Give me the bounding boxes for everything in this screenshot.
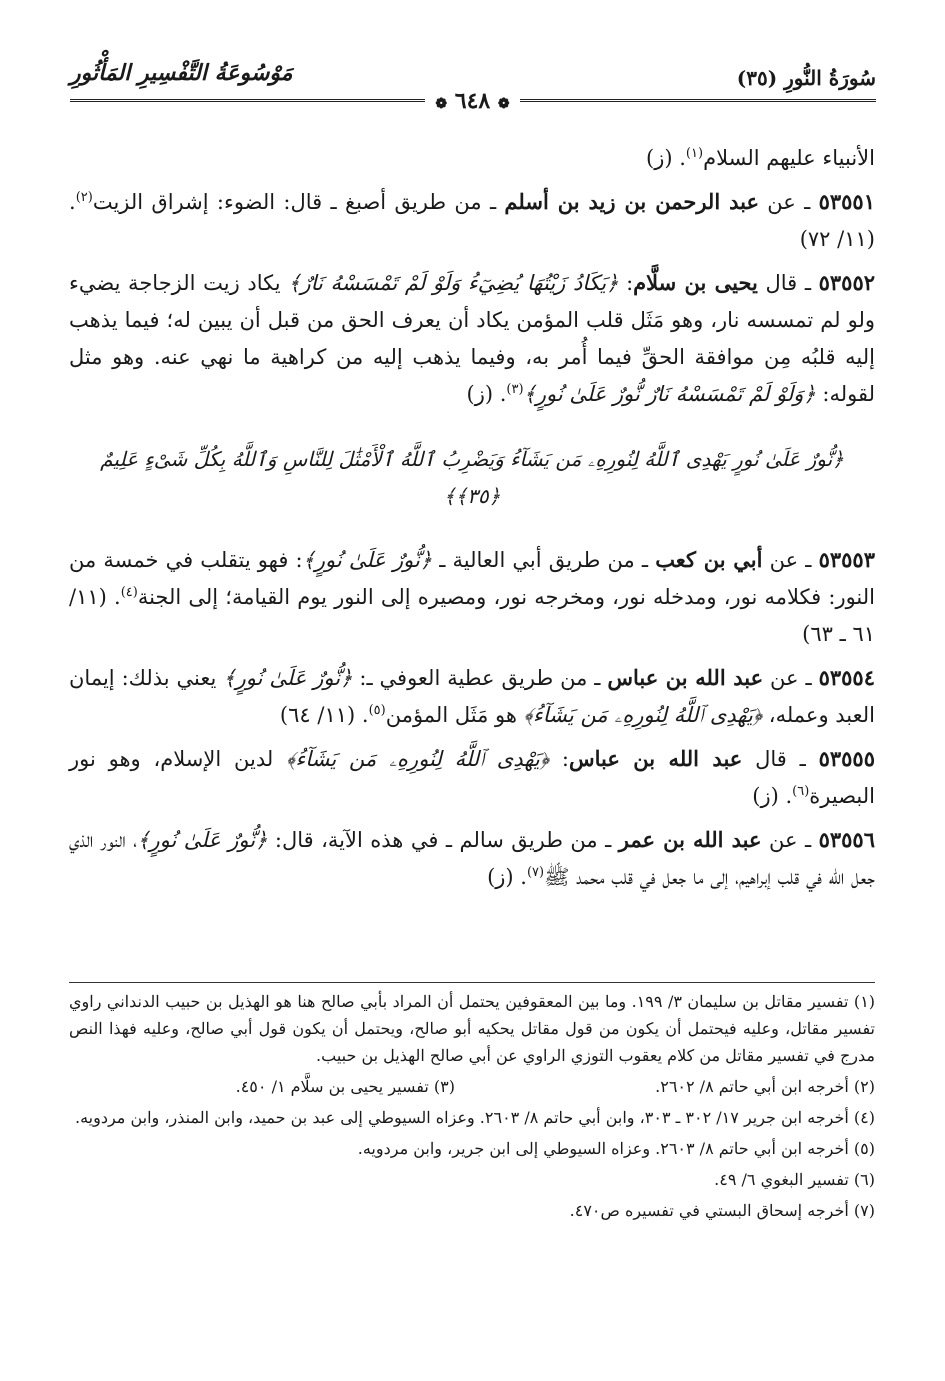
quran-quote: ﴿نُّورٌ عَلَىٰ نُورٍ﴾ (137, 828, 268, 852)
volume-reference: . (١١/ ٧٢) (69, 190, 875, 251)
ornament-icon: ❁ (497, 96, 510, 112)
footnote-ref: (٥) (368, 703, 386, 718)
text: هو مَثَل المؤمن (385, 703, 524, 727)
text: ـ قال (757, 271, 819, 295)
narration-53551 (69, 183, 875, 258)
quran-quote: ﴿نُّورٌ عَلَىٰ نُورٍ﴾ (302, 548, 433, 572)
narrator-name: أبي بن كعب (655, 547, 763, 572)
footnote-ref: (٦) (792, 784, 810, 799)
volume-reference: . (١١/ ٦٤) (279, 703, 369, 727)
text: ـ عن (762, 548, 819, 572)
text: ـ عن (763, 666, 819, 690)
narration-number: ٥٣٥٥٦ (818, 827, 875, 852)
quran-quote: ﴿يَكَادُ زَيْتُهَا يُضِيٓءُ وَلَوْ لَمْ تَمْسَسْهُ نَارٌ﴾ (288, 271, 619, 295)
narration-number: ٥٣٥٥٥ (818, 746, 875, 771)
text: : (549, 747, 569, 771)
text: يكاد زيت الزجاجة يضيء ولو لم تمسسه نار، وهو مَثَل قلب المؤمن يكاد أن يعرف الحق من قبل أن يبين له؛ فيما يذهب إليه قلبُه مِن موافقة الحقِّ فيما أُمر به، وفيما يذهب إليه من كراهية ما نهي عنه. وهو مثل لقوله: (69, 271, 875, 406)
surah-title: سُورَةُ النُّورِ (٣٥) (736, 66, 876, 90)
quran-quote: ﴿وَلَوْ لَمْ تَمْسَسْهُ نَارٌ نُّورٌ عَلَىٰ نُورٍ﴾ (523, 382, 816, 406)
book-title: مَوْسُوعَةُ التَّفْسِيرِ المَأْثُورِ (70, 60, 293, 86)
source-mark: . (ز) (466, 382, 507, 406)
narrator-name: يحيى بن سلَّام (633, 270, 758, 295)
text: لدين الإسلام، وهو نور البصيرة (69, 747, 875, 808)
narration-53555 (69, 740, 875, 815)
footnote-row (69, 1073, 875, 1100)
text: ـ قال (742, 747, 819, 771)
footnote-ref: (١) (685, 146, 704, 161)
footnote-6: (٦) تفسير البغوي ٦/ ٤٩. (714, 1170, 875, 1189)
footnote-2: (٢) أخرجه ابن أبي حاتم ٨/ ٢٦٠٢. (655, 1077, 875, 1096)
text: الأنبياء عليهم السلام (703, 146, 875, 170)
source-mark: . (ز) (487, 865, 527, 889)
footnote-5: (٥) أخرجه ابن أبي حاتم ٨/ ٢٦٠٣. وعزاه السيوطي إلى ابن جرير، وابن مردويه. (357, 1139, 875, 1158)
footnote-1: (١) تفسير مقاتل بن سليمان ٣/ ١٩٩. وما بين المعقوفين يحتمل أن المراد بأبي صالح هنا هو الهذيل بن حبيب الدنداني راوي تفسير مقاتل، وعليه فيحتمل أن يكون من قول مقاتل يحكيه أبو صالح، ويحتمل أن يكون قول أبي صالح، وعليه فهذا النص مدرج في تفسير مقاتل من كلام يعقوب التوزي الراوي عن أبي صالح الهذيل بن حبيب. (69, 992, 876, 1065)
narration-53556 (69, 821, 875, 896)
text: ـ عن (761, 828, 819, 852)
text: ـ من طريق أصبغ ـ قال: الضوء: إشراق الزيت (92, 190, 505, 214)
footnote-ref: (٧) (526, 865, 545, 880)
page-number: ٦٤٨ (454, 88, 491, 114)
source-mark: . (ز) (646, 146, 686, 170)
page-number-block (0, 88, 945, 114)
narration-number: ٥٣٥٥٣ (818, 547, 875, 572)
text: ـ من طريق عطية العوفي ـ: (352, 666, 608, 690)
main-text (69, 140, 875, 902)
narrator-name: عبد الرحمن بن زيد بن أسلم (504, 189, 759, 214)
narration-number: ٥٣٥٥١ (818, 189, 875, 214)
narration-number: ٥٣٥٥٢ (818, 270, 876, 295)
footnote-ref: (٤) (120, 585, 138, 600)
quran-quote: ﴿يَهْدِى ٱللَّهُ لِنُورِهِۦ مَن يَشَآءُ﴾ (286, 747, 550, 771)
narrator-name: عبد الله بن عباس (607, 665, 764, 690)
footnote-3: (٣) تفسير يحيى بن سلَّام ١/ ٤٥٠. (235, 1077, 455, 1096)
narration-number: ٥٣٥٥٤ (818, 665, 875, 690)
footnote-7: (٧) أخرجه إسحاق البستي في تفسيره ص٤٧٠. (569, 1201, 875, 1220)
text: يعني بذلك: إيمان العبد وعمله، (69, 666, 875, 727)
footnote-ref: (٢) (75, 190, 93, 205)
narrator-name: عبد الله بن عمر (618, 827, 762, 852)
narrator-name: عبد الله بن عباس (568, 746, 743, 771)
narration-53553 (69, 541, 875, 653)
source-mark: . (ز) (752, 784, 793, 808)
quran-quote: ﴿يَهْدِى ٱللَّهُ لِنُورِهِۦ مَن يَشَآءُ﴾ (523, 703, 763, 727)
text: ـ من طريق أبي العالية ـ (432, 548, 656, 572)
text: : (618, 271, 634, 295)
footnote-rule (69, 982, 875, 983)
narration-53552 (69, 264, 875, 413)
volume-reference: . (١١/ ٦١ ـ ٦٣) (69, 585, 875, 646)
quran-quote: ﴿نُّورٌ عَلَىٰ نُورٍ﴾ (223, 666, 353, 690)
quran-verse: ﴿نُّورٌ عَلَىٰ نُورٍ يَهْدِى ٱللَّهُ لِنُورِهِۦ مَن يَشَآءُ وَيَضْرِبُ ٱللَّهُ ٱلْأَمْثَٰلَ لِلنَّاسِ وَٱللَّهُ بِكُلِّ شَىْءٍ عَلِيمٌ ﴿٣٥﴾﴾ (100, 447, 844, 508)
ornament-icon: ❁ (435, 96, 448, 112)
text: : فهو يتقلب في خمسة من النور: فكلامه نور، ومدخله نور، ومخرجه نور، ومصيره إلى النور يوم القيامة؛ إلى الجنة (69, 548, 875, 609)
narration-53554 (69, 659, 875, 734)
footnotes (69, 988, 875, 1228)
text: ، النور الذي جعل الله في قلب إبراهيم، إلى ما جعل في قلب محمد ﷺ (69, 828, 875, 889)
footnote-4: (٤) أخرجه ابن جرير ١٧/ ٣٠٢ ـ ٣٠٣، وابن أبي حاتم ٨/ ٢٦٠٣. وعزاه السيوطي إلى عبد بن حميد، وابن المنذر، وابن مردويه. (75, 1108, 875, 1127)
footnote-ref: (٣) (506, 382, 524, 397)
text: ـ عن (759, 190, 819, 214)
paragraph-continuation (69, 140, 875, 177)
text: ـ من طريق سالم ـ في هذه الآية، قال: (267, 828, 619, 852)
